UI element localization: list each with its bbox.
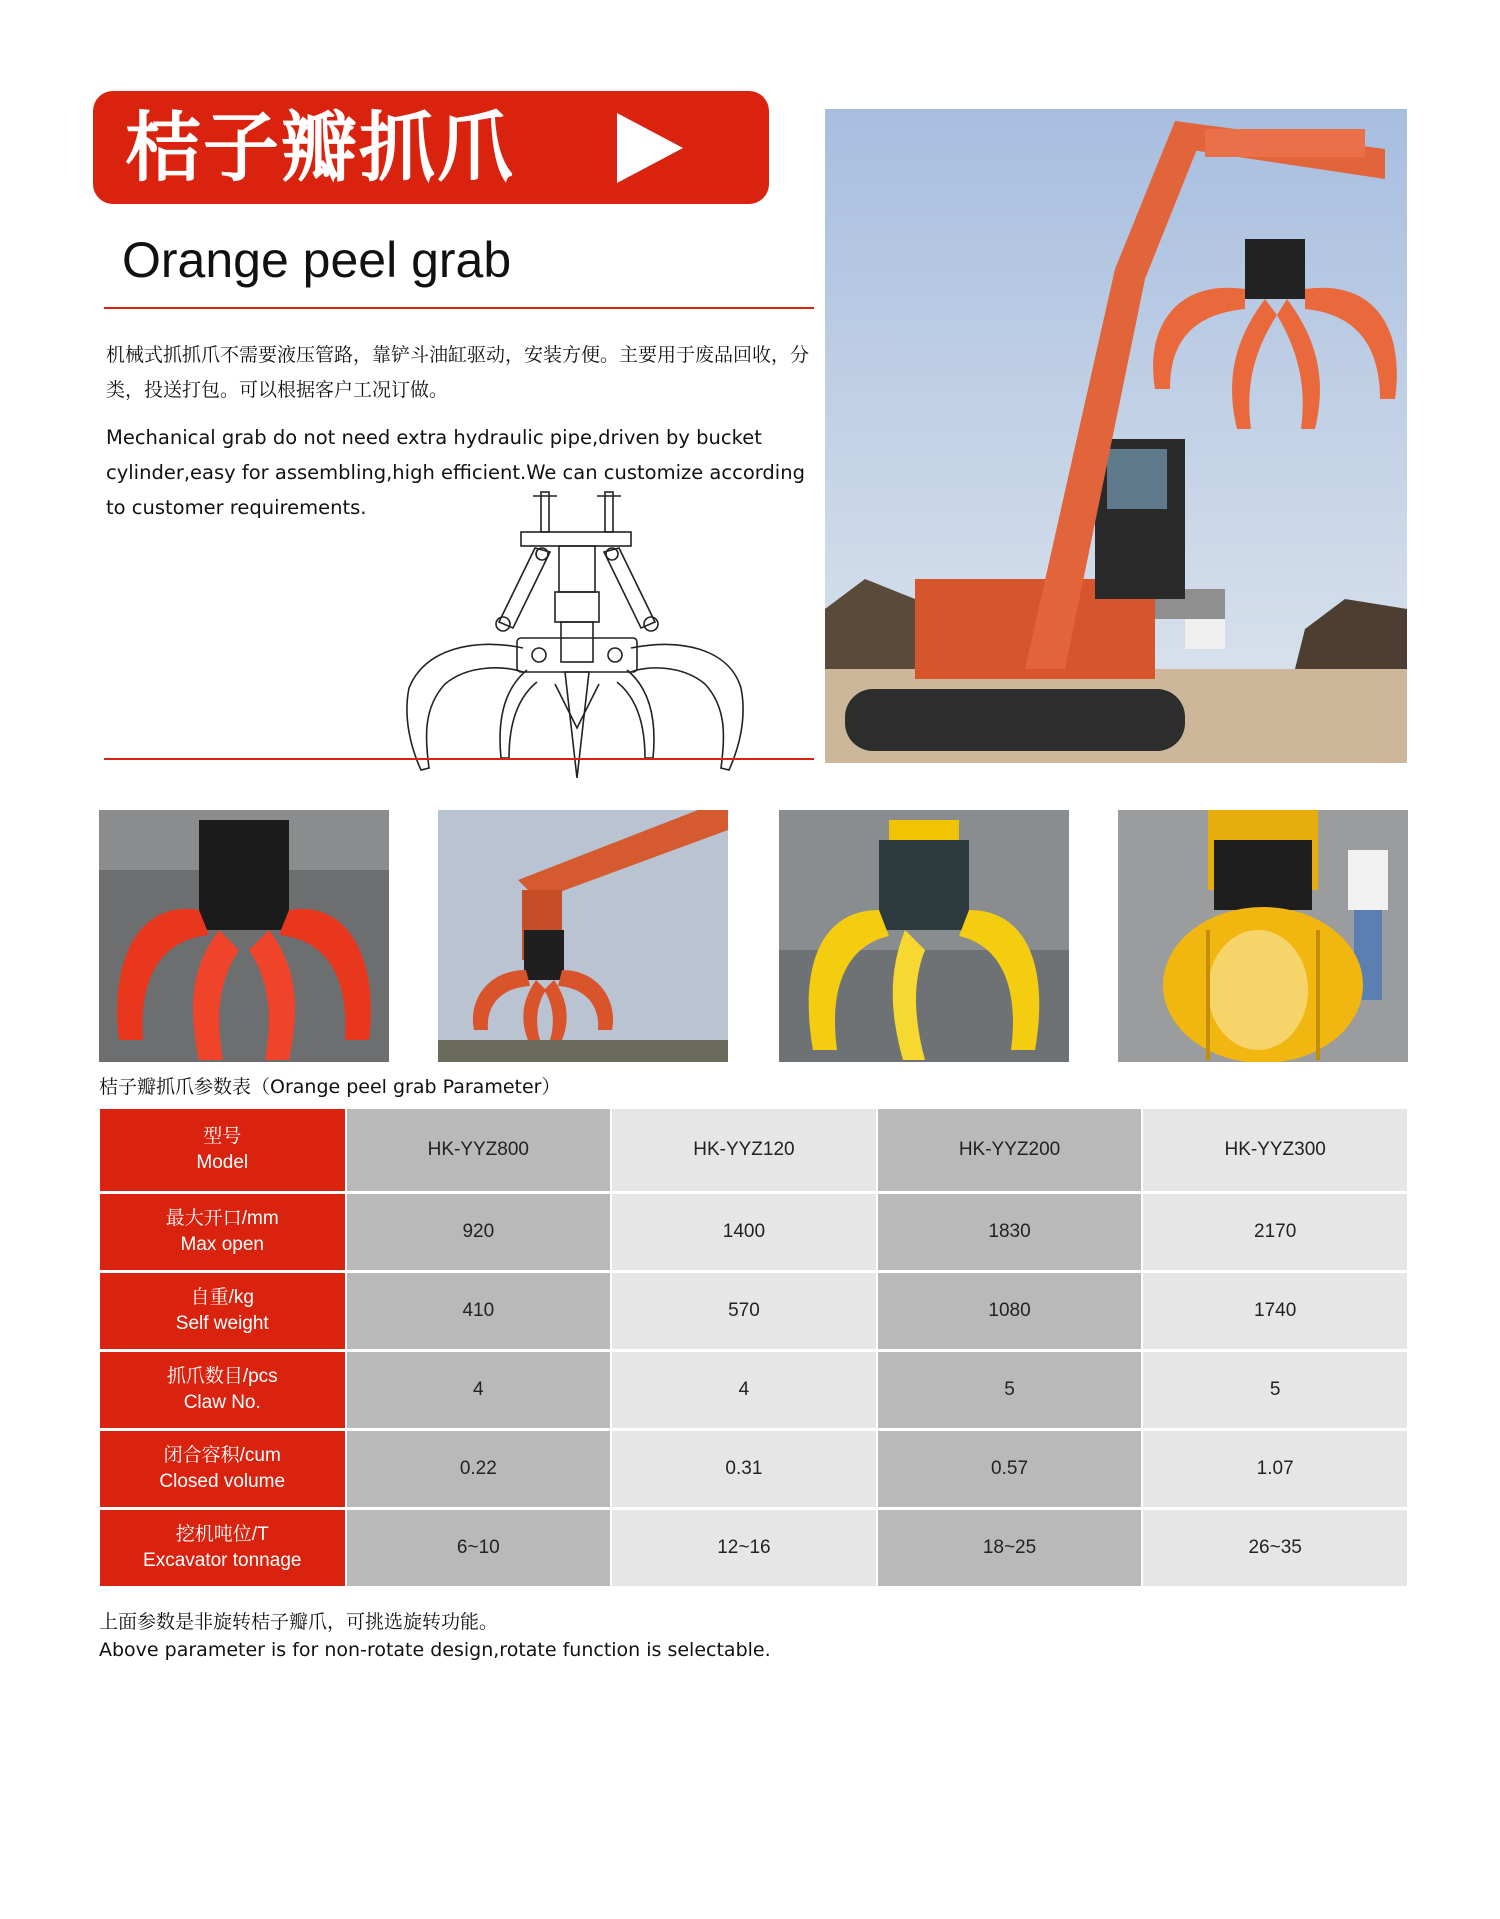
table-cell: 570	[612, 1273, 876, 1349]
table-cell: 2170	[1143, 1194, 1407, 1270]
footnote	[99, 1608, 771, 1664]
table-cell: HK-YYZ800	[347, 1109, 611, 1191]
row-header-en: Max open	[180, 1234, 264, 1255]
table-cell: 6~10	[347, 1510, 611, 1586]
table-cell: 26~35	[1143, 1510, 1407, 1586]
table-row	[100, 1352, 1407, 1428]
table-cell: 12~16	[612, 1510, 876, 1586]
table-row	[100, 1273, 1407, 1349]
title-banner	[93, 91, 769, 204]
play-arrow-icon	[613, 111, 685, 185]
row-header-en: Excavator tonnage	[143, 1550, 302, 1571]
table-cell: 1080	[878, 1273, 1142, 1349]
table-cell: 4	[347, 1352, 611, 1428]
description-en: Mechanical grab do not need extra hydraulic pipe,driven by bucket cylinder,easy for assembling,high efficient.We can customize according to customer requirements.	[106, 426, 805, 519]
table-cell: 5	[878, 1352, 1142, 1428]
parameter-table	[98, 1106, 1409, 1589]
table-cell: 0.57	[878, 1431, 1142, 1507]
description-cn: 机械式抓抓爪不需要液压管路，靠铲斗油缸驱动，安装方便。主要用于废品回收，分类，投送打包。可以根据客户工况订做。	[106, 344, 810, 401]
row-header-cn: 闭合容积/cum	[163, 1445, 281, 1466]
page-title-en: Orange peel grab	[122, 232, 512, 288]
table-row	[100, 1431, 1407, 1507]
row-header-cn: 抓爪数目/pcs	[166, 1366, 278, 1387]
table-row	[100, 1109, 1407, 1191]
table-cell: 4	[612, 1352, 876, 1428]
footnote-cn: 上面参数是非旋转桔子瓣爪，可挑选旋转功能。	[99, 1611, 499, 1633]
table-cell: HK-YYZ120	[612, 1109, 876, 1191]
table-cell: HK-YYZ300	[1143, 1109, 1407, 1191]
row-header	[100, 1194, 345, 1270]
row-header	[100, 1109, 345, 1191]
row-header-en: Self weight	[175, 1313, 269, 1334]
table-cell: 0.31	[612, 1431, 876, 1507]
row-header	[100, 1510, 345, 1586]
yellow-grab-photo	[779, 810, 1069, 1062]
table-cell: HK-YYZ200	[878, 1109, 1142, 1191]
table-row	[100, 1510, 1407, 1586]
row-header	[100, 1431, 345, 1507]
row-header	[100, 1352, 345, 1428]
table-cell: 920	[347, 1194, 611, 1270]
table-cell: 1400	[612, 1194, 876, 1270]
grab-technical-drawing	[405, 488, 745, 778]
page-title-cn: 桔子瓣抓爪	[125, 103, 515, 192]
table-caption: 桔子瓣抓爪参数表（Orange peel grab Parameter）	[99, 1076, 561, 1098]
excavator-with-grab-photo	[825, 109, 1407, 763]
table-cell: 5	[1143, 1352, 1407, 1428]
table-cell: 0.22	[347, 1431, 611, 1507]
row-header-cn: 最大开口/mm	[165, 1208, 279, 1229]
excavator-grab-sky-photo	[438, 810, 728, 1062]
divider-bottom	[104, 758, 814, 760]
table-cell: 1740	[1143, 1273, 1407, 1349]
row-header-cn: 挖机吨位/T	[175, 1524, 269, 1545]
table-cell: 410	[347, 1273, 611, 1349]
table-row	[100, 1194, 1407, 1270]
row-header-en: Claw No.	[183, 1392, 261, 1413]
row-header-cn: 自重/kg	[190, 1287, 254, 1308]
footnote-en: Above parameter is for non-rotate design,rotate function is selectable.	[99, 1639, 771, 1661]
row-header	[100, 1273, 345, 1349]
table-cell: 18~25	[878, 1510, 1142, 1586]
table-cell: 1.07	[1143, 1431, 1407, 1507]
row-header-cn: 型号	[203, 1126, 242, 1147]
red-grab-photo	[99, 810, 389, 1062]
divider-top	[104, 307, 814, 309]
table-cell: 1830	[878, 1194, 1142, 1270]
yellow-grab-closed-photo	[1118, 810, 1408, 1062]
row-header-en: Model	[196, 1152, 249, 1173]
row-header-en: Closed volume	[159, 1471, 286, 1492]
